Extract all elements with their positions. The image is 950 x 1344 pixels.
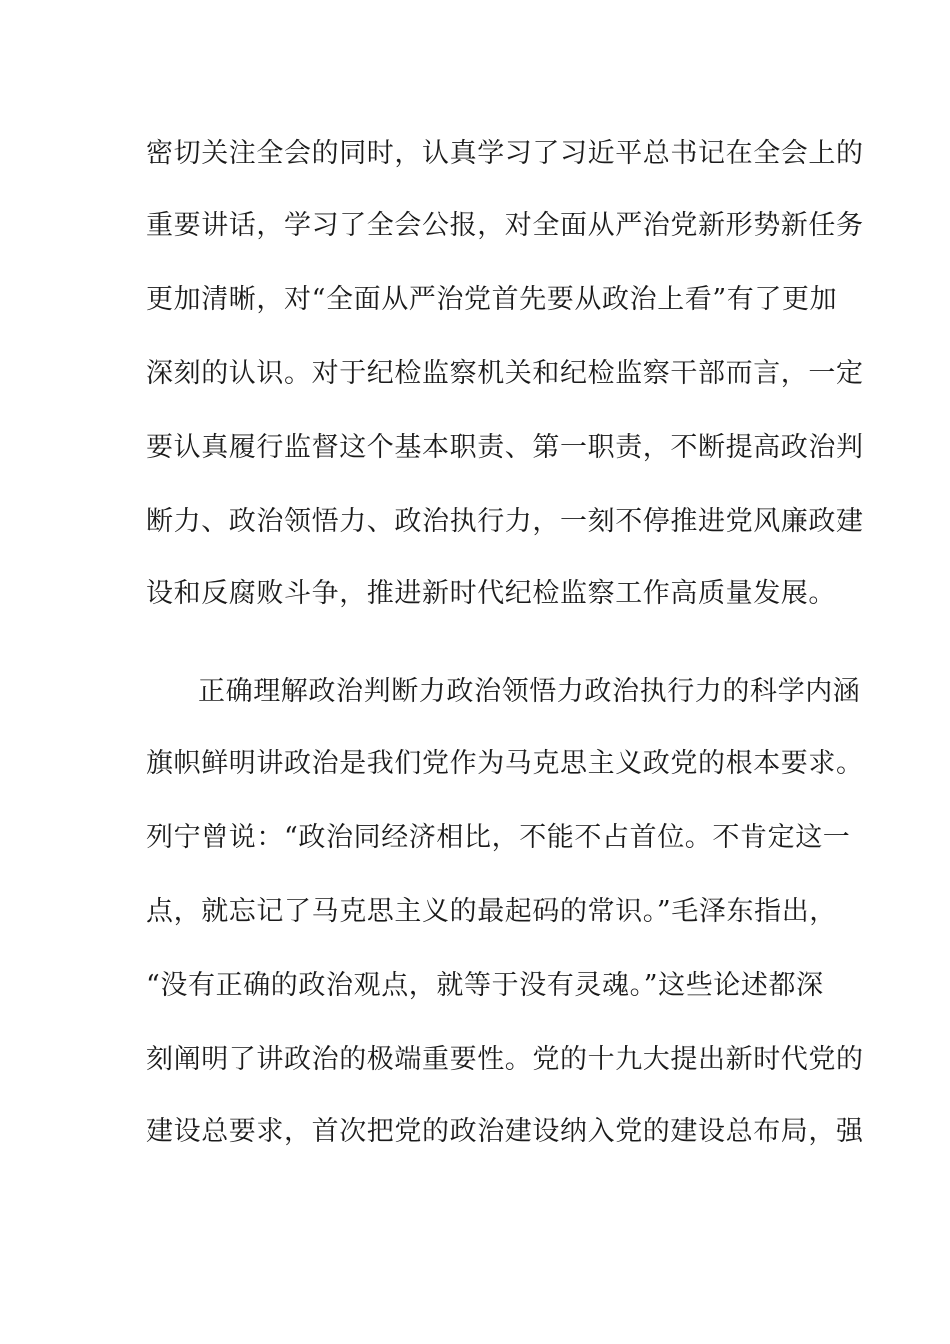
paragraph-line: 点，就忘记了马克思主义的最起码的常识。”毛泽东指出， — [146, 896, 837, 927]
paragraph-line: “没有正确的政治观点，就等于没有灵魂。”这些论述都深 — [146, 970, 824, 1001]
paragraph-line: 建设总要求，首次把党的政治建设纳入党的建设总布局，强 — [146, 1116, 864, 1147]
paragraph-line: 深刻的认识。对于纪检监察机关和纪检监察干部而言，一定 — [146, 358, 864, 389]
paragraph-line: 列宁曾说：“政治同经济相比，不能不占首位。不肯定这一 — [146, 822, 851, 853]
paragraph-line: 设和反腐败斗争，推进新时代纪检监察工作高质量发展。 — [146, 578, 836, 609]
paragraph-line: 密切关注全会的同时，认真学习了习近平总书记在全会上的 — [146, 138, 864, 169]
paragraph-line: 刻阐明了讲政治的极端重要性。党的十九大提出新时代党的 — [146, 1044, 864, 1075]
paragraph-line: 更加清晰，对“全面从严治党首先要从政治上看”有了更加 — [146, 284, 838, 315]
paragraph-line: 要认真履行监督这个基本职责、第一职责，不断提高政治判 — [146, 432, 864, 463]
paragraph-line: 断力、政治领悟力、政治执行力，一刻不停推进党风廉政建 — [146, 506, 864, 537]
section-heading: 正确理解政治判断力政治领悟力政治执行力的科学内涵 — [198, 676, 861, 707]
paragraph-line: 旗帜鲜明讲政治是我们党作为马克思主义政党的根本要求。 — [146, 748, 864, 779]
paragraph-line: 重要讲话，学习了全会公报，对全面从严治党新形势新任务 — [146, 210, 864, 241]
